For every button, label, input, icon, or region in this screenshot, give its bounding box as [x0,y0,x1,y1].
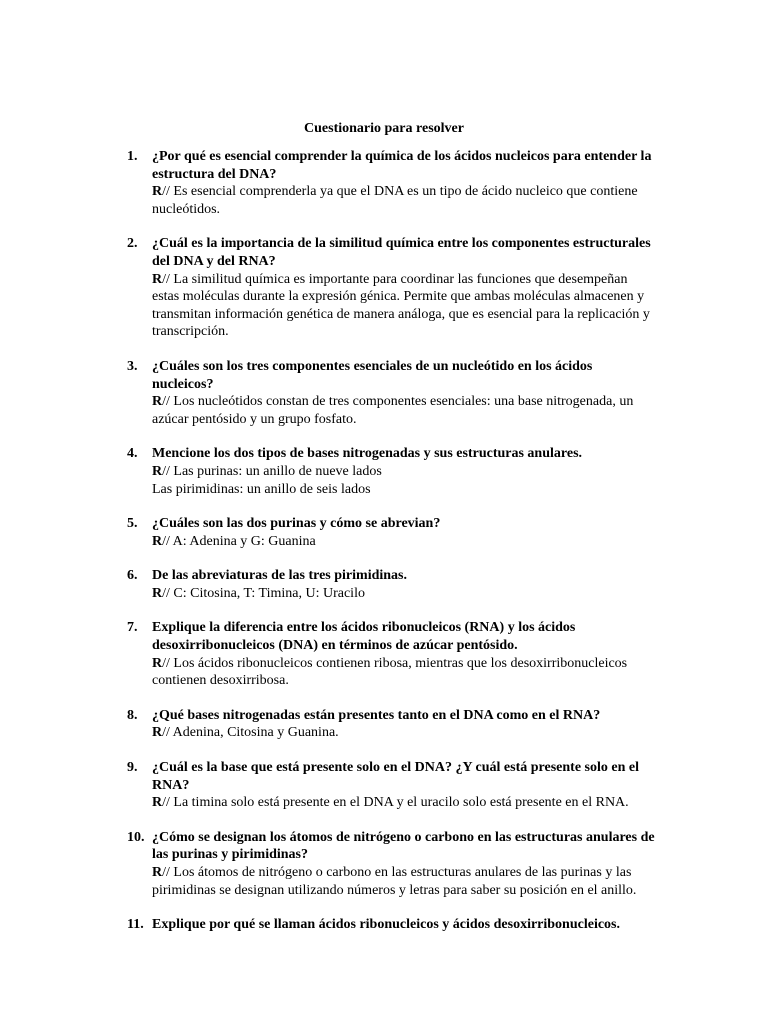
question-number: 8. [127,707,138,723]
question-text: ¿Qué bases nitrogenadas están presentes tanto en el DNA como en el RNA? [152,707,601,723]
question-item [127,916,657,934]
question-number: 10. [127,829,145,845]
question-text: ¿Cuál es la importancia de la similitud química entre los componentes estructurales del DNA y del RNA? [152,236,651,269]
answer-body: Es esencial comprenderla ya que el DNA es un tipo de ácido nucleico que contiene nucleótidos. [152,184,638,217]
question-item [127,619,657,689]
answer-separator: // [162,655,174,671]
answer-marker: R [152,184,163,200]
question-number: 4. [127,446,138,462]
question-number: 2. [127,236,138,252]
answer-separator: // [162,865,174,880]
answer-marker: R [152,394,163,410]
answer-body: Los nucleótidos constan de tres componentes esenciales: una base nitrogenada, un azúcar pentósido y un grupo fosfato. [152,394,634,427]
answer-text [152,864,657,899]
answer-text [152,655,657,690]
question-item [127,759,657,812]
answer-marker: R [152,655,163,671]
question-item [127,567,657,602]
question-text: ¿Cómo se designan los átomos de nitrógeno o carbono en las estructuras anulares de las purinas y pirimidinas? [152,829,655,863]
question-number: 9. [127,760,138,776]
question-item [127,358,657,428]
question-text: ¿Cuáles son los tres componentes esenciales de un nucleótido en los ácidos nucleicos? [152,358,593,392]
question-text: Explique por qué se llaman ácidos ribonucleicos y ácidos desoxirribonucleicos. [152,917,621,933]
question-item [127,829,657,899]
answer-text [152,724,657,742]
question-text: Mencione los dos tipos de bases nitrogenadas y sus estructuras anulares. [152,446,583,462]
answer-separator: // [162,725,173,741]
question-text: ¿Por qué es esencial comprender la química de los ácidos nucleicos para entender la estructura del DNA? [152,149,652,182]
question-item [127,235,657,341]
answer-separator: // [162,271,174,287]
answer-body: La timina solo está presente en el DNA y el uracilo solo está presente en el RNA. [173,795,629,811]
question-number: 5. [127,516,138,532]
answer-marker: R [152,585,163,601]
answer-marker: R [152,463,163,479]
document-title: Cuestionario para resolver [304,121,464,136]
answer-text [152,533,657,551]
answer-separator: // [162,394,174,410]
question-number: 6. [127,568,138,584]
answer-separator: // [162,463,174,479]
answer-separator: // [162,585,174,601]
question-text: De las abreviaturas de las tres pirimidinas. [152,568,407,584]
question-item [127,445,657,498]
answer-extra-line: Las pirimidinas: un anillo de seis lados [152,481,371,497]
answer-body: Los ácidos ribonucleicos contienen ribosa, mientras que los desoxirribonucleicos contienen desoxirribosa. [152,655,628,689]
answer-text [152,794,657,812]
answer-body: Adenina, Citosina y Guanina. [172,725,339,741]
answer-text [152,393,657,428]
answer-body: Las purinas: un anillo de nueve lados [173,463,382,479]
answer-text [152,271,657,341]
question-list [127,148,657,951]
answer-separator: // [162,533,173,549]
answer-body: La similitud química es importante para coordinar las funciones que desempeñan estas moléculas durante la expresión génica. Permite que ambas moléculas almacenen y transmitan información genética de manera análoga, que es esencial para la replicación y transcripción. [152,271,650,340]
question-text: ¿Cuál es la base que está presente solo en el DNA? ¿Y cuál está presente solo en el RNA? [152,760,639,793]
question-text: ¿Cuáles son las dos purinas y cómo se abrevian? [152,516,441,532]
question-item [127,707,657,742]
question-number: 7. [127,620,138,636]
answer-marker: R [152,725,163,741]
answer-body: Los átomos de nitrógeno o carbono en las estructuras anulares de las purinas y las pirimidinas se designan utilizando números y letras para saber su posición en el anillo. [152,865,637,898]
question-item [127,148,657,218]
answer-marker: R [152,271,163,287]
question-number: 3. [127,358,138,374]
answer-marker: R [152,865,163,880]
question-text: Explique la diferencia entre los ácidos ribonucleicos (RNA) y los ácidos desoxirribonucleicos (DNA) en términos de azúcar pentósido. [152,620,576,654]
answer-marker: R [152,533,163,549]
answer-text [152,183,657,218]
answer-text [152,585,657,603]
question-number: 11. [127,917,144,933]
question-number: 1. [127,149,138,164]
answer-body: A: Adenina y G: Guanina [172,533,316,549]
answer-separator: // [162,184,174,200]
answer-body: C: Citosina, T: Timina, U: Uracilo [173,585,365,601]
answer-separator: // [162,795,174,811]
answer-marker: R [152,795,163,811]
answer-text [152,463,657,481]
question-item [127,515,657,550]
